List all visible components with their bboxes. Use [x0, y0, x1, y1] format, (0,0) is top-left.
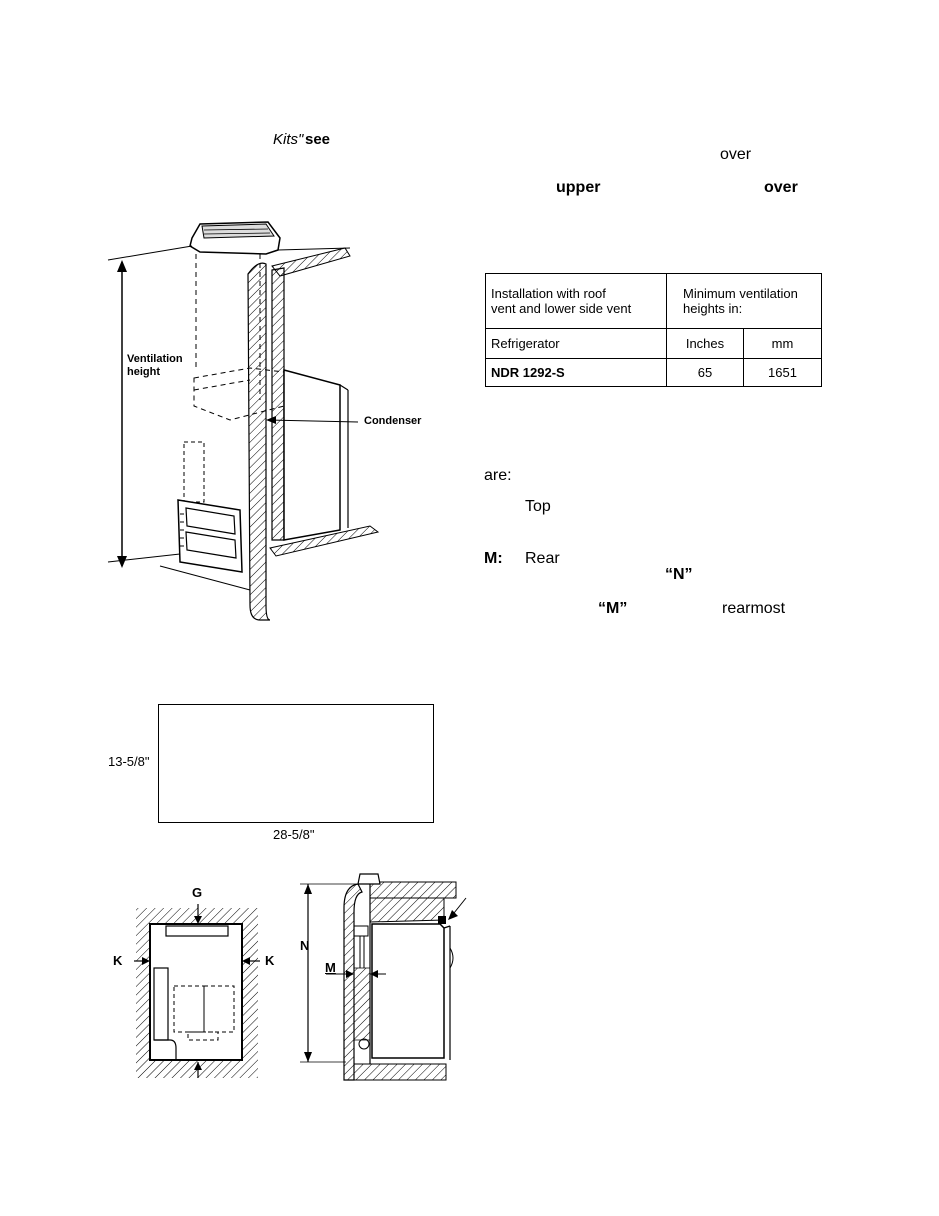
cutout-width-label: 28-5/8" — [273, 827, 315, 842]
text-n-quote: “N” — [665, 566, 693, 583]
ventilation-table — [485, 273, 822, 387]
condenser-label: Condenser — [364, 415, 422, 427]
text-are: are: — [484, 467, 512, 484]
table-unit-mm: mm — [744, 329, 822, 359]
front-clearance-diagram — [132, 880, 282, 1080]
text-m-label: M: — [484, 550, 503, 567]
text-over-2: over — [764, 179, 798, 196]
label-g: G — [192, 885, 203, 900]
ventilation-height-label: Ventilation height — [127, 353, 183, 378]
table-value-inches: 65 — [667, 359, 744, 387]
table-model: NDR 1292-S — [486, 359, 667, 387]
table-subheader-left: Refrigerator — [486, 329, 667, 359]
label-n: N — [300, 938, 310, 953]
table-value-mm: 1651 — [744, 359, 822, 387]
text-kits: Kits" — [273, 131, 304, 148]
text-top: Top — [525, 498, 551, 515]
table-header-left: Installation with roof vent and lower side vent — [486, 274, 667, 329]
label-k-right: K — [265, 953, 275, 968]
cutout-height-label: 13-5/8" — [108, 754, 150, 769]
text-over-1: over — [720, 146, 752, 163]
side-clearance-diagram — [296, 868, 476, 1088]
table-header-right: Minimum ventilation heights in: — [667, 274, 822, 329]
label-m: M — [325, 960, 336, 975]
table-unit-inches: Inches — [667, 329, 744, 359]
text-rearmost: rearmost — [722, 600, 786, 617]
text-rear: Rear — [525, 550, 560, 567]
label-k-left: K — [113, 953, 123, 968]
text-see: see — [305, 131, 331, 148]
cutout-rectangle — [158, 704, 434, 823]
text-m-quote: “M” — [598, 600, 628, 617]
text-upper: upper — [556, 179, 601, 196]
